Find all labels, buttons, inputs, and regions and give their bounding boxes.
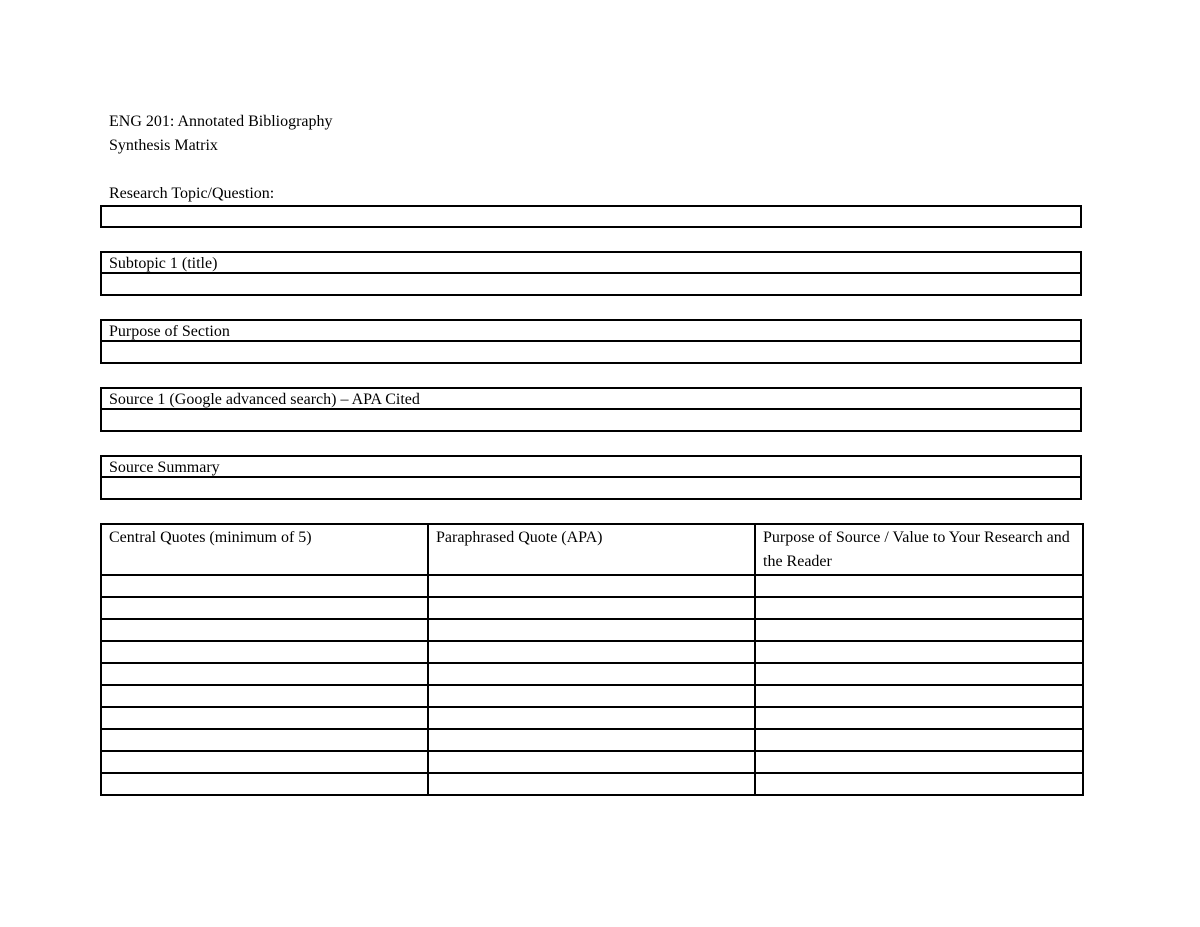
paraphrased-quote-cell[interactable] — [428, 641, 755, 663]
table-row — [101, 597, 1083, 619]
purpose-field[interactable] — [102, 342, 1080, 362]
central-quote-cell[interactable] — [101, 597, 428, 619]
purpose-cell[interactable] — [755, 597, 1083, 619]
document-title: ENG 201: Annotated Bibliography — [109, 113, 333, 130]
purpose-section — [100, 319, 1082, 364]
source-citation-section — [100, 387, 1082, 432]
table-row — [101, 575, 1083, 597]
paraphrased-quote-cell[interactable] — [428, 663, 755, 685]
research-topic-field[interactable] — [100, 205, 1082, 228]
source-summary-section — [100, 455, 1082, 500]
table-row — [101, 619, 1083, 641]
central-quote-cell[interactable] — [101, 663, 428, 685]
table-row — [101, 751, 1083, 773]
table-row — [101, 663, 1083, 685]
purpose-cell[interactable] — [755, 707, 1083, 729]
central-quote-cell[interactable] — [101, 685, 428, 707]
central-quote-cell[interactable] — [101, 575, 428, 597]
column-header-central-quotes: Central Quotes (minimum of 5) — [101, 524, 428, 575]
central-quote-cell[interactable] — [101, 641, 428, 663]
purpose-cell[interactable] — [755, 641, 1083, 663]
paraphrased-quote-cell[interactable] — [428, 575, 755, 597]
table-row — [101, 707, 1083, 729]
purpose-cell[interactable] — [755, 751, 1083, 773]
purpose-cell[interactable] — [755, 663, 1083, 685]
table-row — [101, 685, 1083, 707]
subtopic-label: Subtopic 1 (title) — [102, 253, 1080, 274]
table-row — [101, 773, 1083, 795]
purpose-cell[interactable] — [755, 773, 1083, 795]
purpose-cell[interactable] — [755, 685, 1083, 707]
central-quote-cell[interactable] — [101, 619, 428, 641]
central-quote-cell[interactable] — [101, 707, 428, 729]
document-subtitle: Synthesis Matrix — [109, 137, 218, 154]
source-summary-field[interactable] — [102, 478, 1080, 498]
purpose-cell[interactable] — [755, 575, 1083, 597]
purpose-cell[interactable] — [755, 729, 1083, 751]
purpose-label: Purpose of Section — [102, 321, 1080, 342]
table-row — [101, 729, 1083, 751]
paraphrased-quote-cell[interactable] — [428, 619, 755, 641]
paraphrased-quote-cell[interactable] — [428, 707, 755, 729]
research-topic-label: Research Topic/Question: — [109, 185, 275, 202]
central-quote-cell[interactable] — [101, 773, 428, 795]
paraphrased-quote-cell[interactable] — [428, 597, 755, 619]
column-header-purpose-of-source: Purpose of Source / Value to Your Research and the Reader — [755, 524, 1083, 575]
synthesis-matrix-table — [100, 523, 1084, 796]
central-quote-cell[interactable] — [101, 729, 428, 751]
column-header-paraphrased-quote: Paraphrased Quote (APA) — [428, 524, 755, 575]
source-summary-label: Source Summary — [102, 457, 1080, 478]
table-header-row — [101, 524, 1083, 575]
paraphrased-quote-cell[interactable] — [428, 685, 755, 707]
subtopic-section — [100, 251, 1082, 296]
paraphrased-quote-cell[interactable] — [428, 773, 755, 795]
paraphrased-quote-cell[interactable] — [428, 751, 755, 773]
source-citation-field[interactable] — [102, 410, 1080, 430]
table-row — [101, 641, 1083, 663]
purpose-cell[interactable] — [755, 619, 1083, 641]
paraphrased-quote-cell[interactable] — [428, 729, 755, 751]
source-citation-label: Source 1 (Google advanced search) – APA Cited — [102, 389, 1080, 410]
subtopic-field[interactable] — [102, 274, 1080, 294]
central-quote-cell[interactable] — [101, 751, 428, 773]
